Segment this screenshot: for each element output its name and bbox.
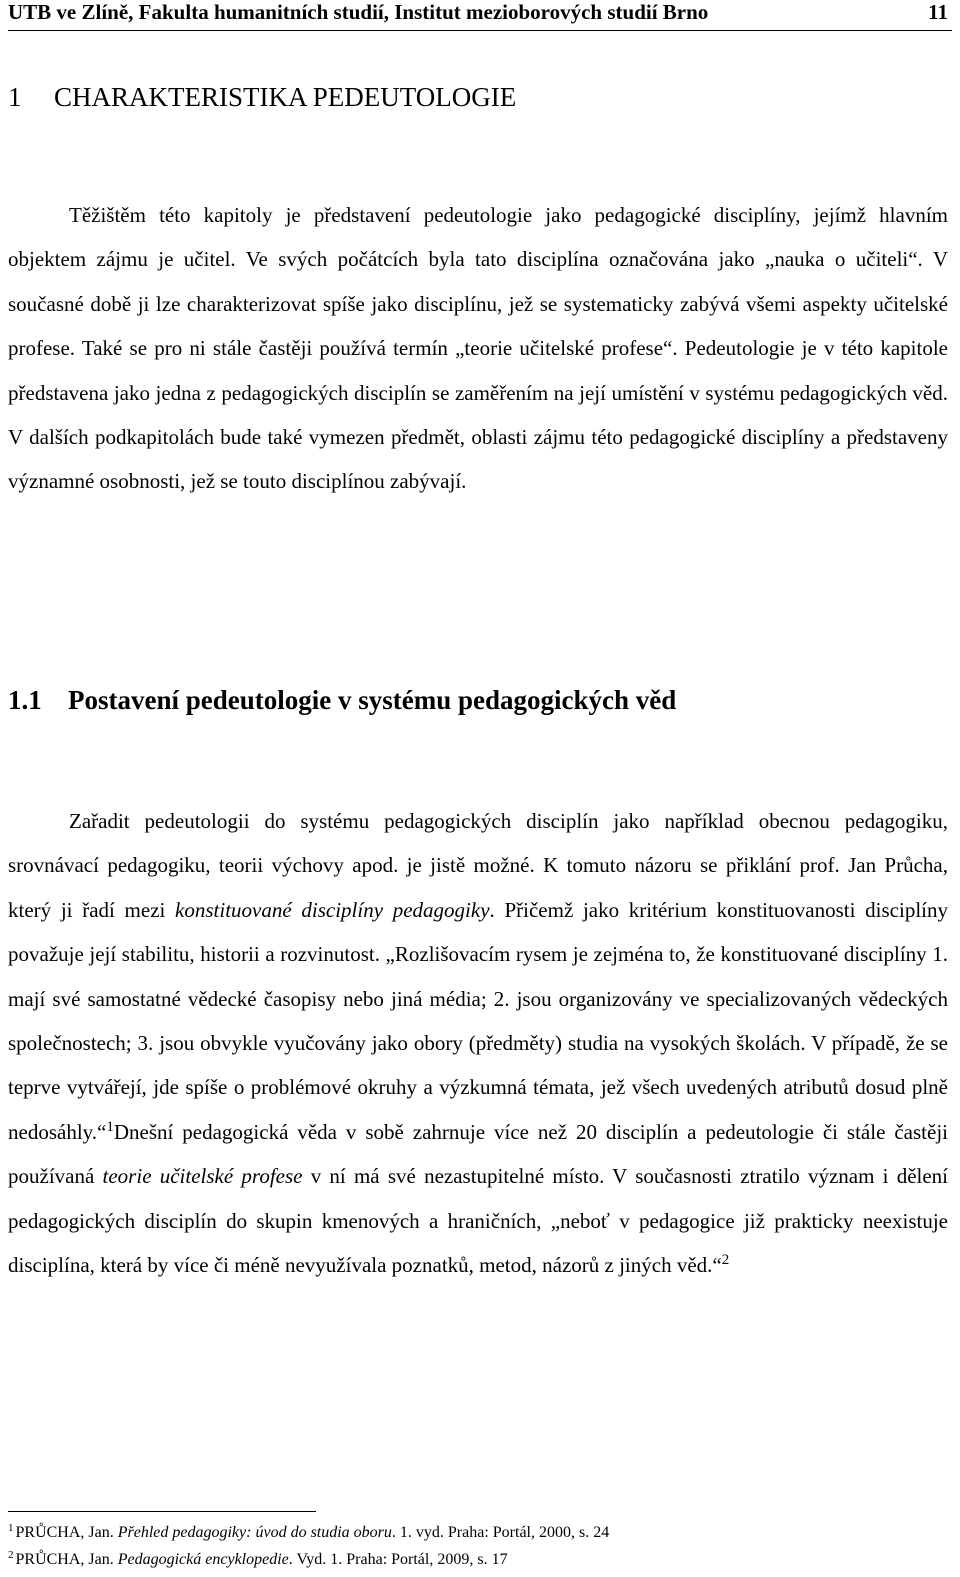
header-title: UTB ve Zlíně, Fakulta humanitních studií, Institut mezioborových studií Brno bbox=[8, 0, 709, 24]
footnote-2 bbox=[8, 1546, 948, 1573]
footnote-author: PRŮCHA, Jan. bbox=[15, 1524, 118, 1541]
section-paragraph-text-c: Dnešní pedagogická věda v sobě zahrnuje více než 20 disciplín a pedeutologie či stále častěji používaná bbox=[8, 1119, 948, 1189]
section-title: Postavení pedeutologie v systému pedagogických věd bbox=[68, 685, 677, 715]
footnote-author: PRŮCHA, Jan. bbox=[15, 1551, 118, 1568]
page-number: 11 bbox=[928, 0, 948, 24]
section-paragraph-italic-a: konstituované disciplíny pedagogiky bbox=[175, 897, 490, 922]
footnote-title: Přehled pedagogiky: úvod do studia oboru bbox=[117, 1524, 392, 1541]
chapter-number: 1 bbox=[8, 82, 22, 112]
footnote-ref-2[interactable]: 2 bbox=[721, 1252, 730, 1269]
section-heading bbox=[8, 683, 676, 717]
footnote-ref-1[interactable]: 1 bbox=[106, 1118, 114, 1135]
footnote-mark: 2 bbox=[8, 1549, 14, 1561]
footnote-divider bbox=[8, 1511, 316, 1512]
footnote-publication: . 1. vyd. Praha: Portál, 2000, s. 24 bbox=[391, 1524, 610, 1541]
section-paragraph bbox=[8, 799, 948, 1287]
chapter-title: CHARAKTERISTIKA PEDEUTOLOGIE bbox=[54, 82, 517, 112]
running-header bbox=[8, 0, 948, 26]
section-paragraph-text-b: . Přičemž jako kritérium konstituovanosti disciplíny považuje její stabilitu, historii a rozvinutost. „Rozlišovacím rysem je zejména to, že konstituované disciplíny 1. mají své samostatné vědecké časopisy nebo jiná média; 2. jsou organizovány ve specializovaných vědeckých společnostech; 3. jsou obvykle vyučovány jako obory (předměty) studia na vysokých školách. V případě, že se teprve vytvářejí, jde spíše o problémové okruhy a výzkumná témata, jež všech uvedených atributů dosud plně nedosáhly.“ bbox=[8, 897, 948, 1144]
footnote-title: Pedagogická encyklopedie bbox=[117, 1551, 289, 1568]
footnotes bbox=[8, 1519, 948, 1573]
section-paragraph-text-a: Zařadit pedeutologii do systému pedagogických disciplín jako například obecnou pedagogiku, srovnávací pedagogiku, teorii výchovy apod. je jistě možné. K tomuto názoru se přiklání prof. Jan Průcha, který ji řadí mezi bbox=[8, 809, 948, 922]
section-number: 1.1 bbox=[8, 685, 42, 715]
chapter-heading bbox=[8, 80, 516, 114]
intro-paragraph-text: Těžištěm této kapitoly je představení pedeutologie jako pedagogické disciplíny, jejímž hlavním objektem zájmu je učitel. Ve svých počátcích byla tato disciplína označována jako „nauka o učiteli“. V současné době ji lze charakterizovat spíše jako disciplínu, jež se systematicky zabývá všemi aspekty učitelské profese. Také se pro ni stále častěji používá termín „teorie učitelské profese“. Pedeutologie je v této kapitole představena jako jedna z pedagogických disciplín se zaměřením na její umístění v systému pedagogických věd. V dalších podkapitolách bude také vymezen předmět, oblasti zájmu této pedagogické disciplíny a představeny významné osobnosti, jež se touto disciplínou zabývají. bbox=[8, 203, 948, 494]
section-paragraph-italic-b: teorie učitelské profese bbox=[102, 1164, 303, 1189]
footnote-1 bbox=[8, 1519, 948, 1546]
header-divider bbox=[8, 30, 952, 31]
footnote-publication: . Vyd. 1. Praha: Portál, 2009, s. 17 bbox=[288, 1551, 508, 1568]
section-paragraph-text-d: v ní má své nezastupitelné místo. V současnosti ztratilo význam i dělení pedagogických disciplín do skupin kmenových a hraničních, „neboť v pedagogice již prakticky neexistuje disciplína, která by více či méně nevyužívala poznatků, metod, názorů z jiných věd.“ bbox=[8, 1164, 949, 1278]
footnote-mark: 1 bbox=[8, 1522, 14, 1534]
intro-paragraph bbox=[8, 193, 948, 504]
